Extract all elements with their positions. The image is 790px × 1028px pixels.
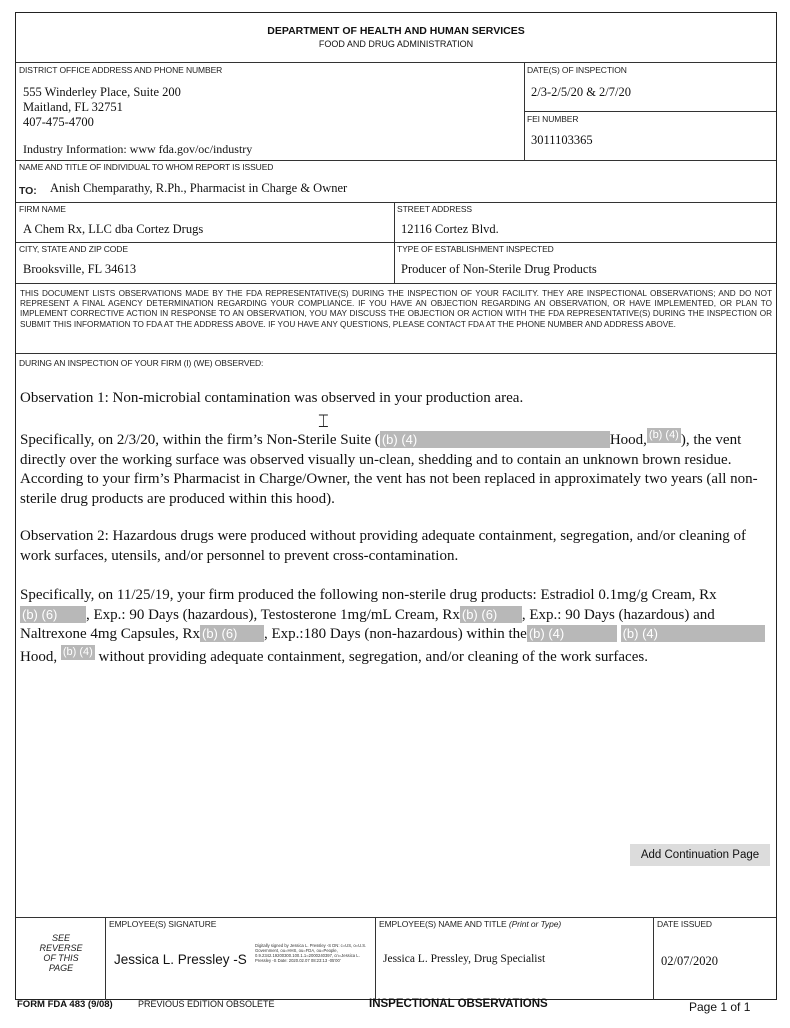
redaction-b6: (b) (6): [200, 625, 264, 642]
observed-label: DURING AN INSPECTION OF YOUR FIRM (I) (WE) OBSERVED:: [19, 358, 264, 368]
observation-1-title: Observation 1: Non-microbial contamination was observed in your production area.: [20, 390, 524, 406]
district-address-line1: 555 Winderley Place, Suite 200: [23, 85, 181, 99]
divider: [16, 283, 776, 284]
observation-2-title: Observation 2: Hazardous drugs were produced without providing adequate containment, segregation, and/or cleaning of work surfaces, utensils, and/or personnel to prevent cross-contamination.: [20, 528, 747, 564]
divider: [653, 917, 654, 1000]
divider: [16, 917, 776, 918]
redaction-b4: (b) (4): [648, 429, 679, 441]
signature-details: Digitally signed by Jessica L. Pressley -S DN: c=US, o=U.S. Government, ou=HHS, ou=FDA, ou=People, 0.9.2342.19200300.100.1.1=2000240397, cn=Jessica L. Pressley -S Date: 2020.02.07 08:23:13 -05'00': [255, 943, 367, 963]
divider: [16, 62, 776, 63]
recipient-value: Anish Chemparathy, R.Ph., Pharmacist in Charge & Owner: [50, 181, 348, 195]
agency-title: DEPARTMENT OF HEALTH AND HUMAN SERVICES: [267, 25, 525, 37]
obs2-text-3: , Exp.: 90 Days (hazardous) and Naltrexone 4mg Capsules, Rx: [20, 606, 715, 643]
district-label: DISTRICT OFFICE ADDRESS AND PHONE NUMBER: [19, 65, 223, 75]
divider: [16, 242, 776, 243]
text-cursor-icon: ⌶: [318, 411, 329, 431]
name-title-value: Jessica L. Pressley, Drug Specialist: [383, 953, 546, 965]
to-label: TO:: [19, 185, 37, 197]
firm-value: A Chem Rx, LLC dba Cortez Drugs: [23, 222, 204, 236]
name-title-label: [379, 919, 561, 929]
divider: [524, 111, 776, 112]
redaction-b4: (b) (4): [62, 645, 93, 658]
obs2-text-6: without providing adequate containment, segregation, and/or cleaning of the work surfaces.: [98, 648, 648, 665]
obs1-text-2: Hood,: [609, 432, 647, 448]
inspection-dates-label: DATE(S) OF INSPECTION: [527, 65, 627, 75]
redaction-b4: (b) (4): [527, 625, 617, 642]
establishment-label: TYPE OF ESTABLISHMENT INSPECTED: [397, 244, 554, 254]
obs1-text-1: Specifically, on 2/3/20, within the firm’s Non-Sterile Suite (: [20, 432, 380, 448]
district-address-line2: Maitland, FL 32751: [23, 100, 123, 114]
obs2-text-5: Hood,: [20, 648, 58, 665]
redaction-b4: (b) (4): [380, 431, 610, 448]
industry-info: Industry Information: www fda.gov/oc/industry: [23, 142, 253, 156]
redaction-b6: (b) (6): [460, 606, 522, 623]
district-phone: 407-475-4700: [23, 115, 94, 129]
legal-notice: THIS DOCUMENT LISTS OBSERVATIONS MADE BY THE FDA REPRESENTATIVE(S) DURING THE INSPECTION OF YOUR FACILITY. THEY ARE INSPECTIONAL OBSERVATIONS; AND DO NOT REPRESENT A FINAL AGENCY DETERMINATION REGARDING YOUR COMPLIANCE. IF YOU HAVE AN OBJECTION REGARDING AN OBSERVATION, OR HAVE IMPLEMENTED, OR PLAN TO IMPLEMENT CORRECTIVE ACTION IN RESPONSE TO AN OBSERVATION, YOU MAY DISCUSS THE OBJECTION OR ACTION WITH THE FDA REPRESENTATIVE(S) DURING THE INSPECTION OR SUBMIT THIS INFORMATION TO FDA AT THE ADDRESS ABOVE. IF YOU HAVE ANY QUESTIONS, PLEASE CONTACT FDA AT THE PHONE NUMBER AND ADDRESS ABOVE.: [20, 289, 772, 329]
divider: [16, 202, 776, 203]
inspection-dates-value: 2/3-2/5/20 & 2/7/20: [531, 85, 631, 99]
obsolete-note: PREVIOUS EDITION OBSOLETE: [138, 999, 275, 1009]
name-title-label-em: (Print or Type): [508, 919, 562, 929]
signature-label: EMPLOYEE(S) SIGNATURE: [109, 919, 217, 929]
name-title-label-text: EMPLOYEE(S) NAME AND TITLE: [379, 919, 507, 929]
see-reverse-note: [19, 933, 103, 973]
city-value: Brooksville, FL 34613: [23, 262, 137, 276]
see-reverse-line: SEE: [51, 933, 70, 943]
obs2-text-1: Specifically, on 11/25/19, your firm produced the following non-sterile drug products: Estradiol 0.1mg/g Cream, Rx: [20, 587, 717, 603]
page-number: Page 1 of 1: [689, 1000, 751, 1014]
divider: [16, 160, 776, 161]
form-frame: [15, 12, 777, 1000]
divider: [16, 353, 776, 354]
obs2-text-2: , Exp.: 90 Days (hazardous), Testosterone 1mg/mL Cream, Rx: [86, 606, 460, 623]
add-continuation-page-button[interactable]: Add Continuation Page: [630, 844, 770, 866]
street-label: STREET ADDRESS: [397, 204, 472, 214]
establishment-value: Producer of Non-Sterile Drug Products: [401, 262, 597, 276]
form-title: INSPECTIONAL OBSERVATIONS: [369, 998, 548, 1010]
street-value: 12116 Cortez Blvd.: [401, 222, 499, 236]
observation-2-detail: [20, 586, 776, 667]
see-reverse-line: REVERSE: [39, 943, 83, 953]
digital-signature[interactable]: Jessica L. Pressley -S: [114, 952, 247, 967]
date-issued-label: DATE ISSUED: [657, 919, 712, 929]
recipient-label: NAME AND TITLE OF INDIVIDUAL TO WHOM REPORT IS ISSUED: [19, 162, 274, 172]
observation-1-detail: [20, 428, 776, 509]
fei-label: FEI NUMBER: [527, 114, 579, 124]
divider: [105, 917, 106, 1000]
redaction-b4: (b) (4): [621, 625, 765, 642]
redaction-b6: (b) (6): [20, 606, 86, 623]
divider: [375, 917, 376, 1000]
obs1-text-3: ), the vent directly over the working surface was observed visually un-clean, shedding and to contain an unknown brown residue. According to your firm’s Pharmacist in Charge/Owner, the vent has not been replaced in approximately two years (all non-sterile drug products are produced within this hood).: [20, 432, 758, 507]
sub-agency-title: FOOD AND DRUG ADMINISTRATION: [318, 39, 474, 49]
form-number: FORM FDA 483 (9/08): [17, 999, 113, 1010]
see-reverse-line: OF THIS: [43, 953, 79, 963]
see-reverse-line: PAGE: [48, 963, 74, 973]
date-issued-value: 02/07/2020: [661, 954, 718, 968]
firm-label: FIRM NAME: [19, 204, 66, 214]
city-label: CITY, STATE AND ZIP CODE: [19, 244, 128, 254]
obs2-text-4: , Exp.:180 Days (non-hazardous) within the: [263, 626, 527, 643]
fei-value: 3011103365: [531, 133, 593, 147]
